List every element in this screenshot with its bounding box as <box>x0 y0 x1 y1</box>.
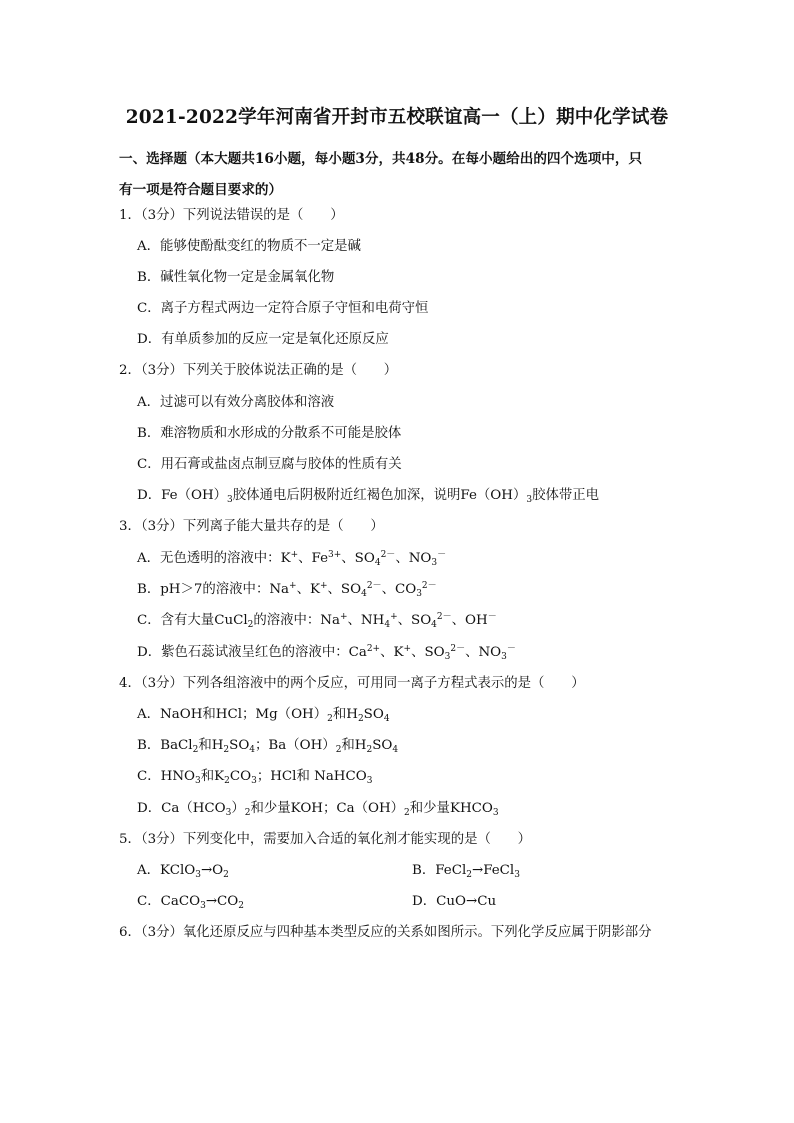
question-3-option-c: C．含有大量CuCl$_2$的溶液中：Na+、$NH_4^+$、$SO_4^{2-}$、OH－ <box>137 612 497 630</box>
section-heading-line2: 有一项是符合题目要求的） <box>119 182 283 198</box>
question-5-option-c: C．$CaCO_3\to CO_2$ <box>137 894 245 911</box>
question-2-stem: 2．（3分）下列关于胶体说法正确的是（ ） <box>119 363 398 378</box>
question-5-stem: 5．（3分）下列变化中，需要加入合适的氧化剂才能实现的是（ ） <box>119 832 532 847</box>
section-heading-line1: 一、选择题（本大题共16小题，每小题3分，共48分。在每小题给出的四个选项中，只 <box>119 151 643 167</box>
question-1-option-b: B．碱性氧化物一定是金属氧化物 <box>137 270 335 285</box>
question-2-option-d: D．$Fe(OH)_3$胶体通电后阴极附近红褐色加深，说明$Fe(OH)_3$胶体带正电 <box>137 488 600 505</box>
question-4-option-a: A．NaOH和HCl；$Mg(OH)_2$和$H_2SO_4$ <box>137 707 390 724</box>
question-2-option-b: B．难溶物质和水形成的分散系不可能是胶体 <box>137 426 402 441</box>
question-2-option-a: A．过滤可以有效分离胶体和溶液 <box>137 395 335 410</box>
question-4-option-b: B．BaCl$_2$和$H_2SO_4$；$Ba(OH)_2$和$H_2SO_4$ <box>137 738 399 755</box>
question-2-option-c: C．用石膏或盐卤点制豆腐与胶体的性质有关 <box>137 457 402 472</box>
question-1-stem: 1．（3分）下列说法错误的是（ ） <box>119 208 344 223</box>
page-title: 2021-2022学年河南省开封市五校联谊高一（上）期中化学试卷 <box>125 107 669 128</box>
question-5-option-a: A．$KClO_3\to O_2$ <box>137 863 229 880</box>
question-1-option-d: D．有单质参加的反应一定是氧化还原反应 <box>137 332 389 347</box>
question-1-option-a: A．能够使酚酞变红的物质不一定是碱 <box>137 239 361 254</box>
question-5-option-d: D．CuO→Cu <box>412 894 497 909</box>
question-5-option-b: B．FeCl$_2$→FeCl$_3$ <box>412 863 520 880</box>
question-4-stem: 4．（3分）下列各组溶液中的两个反应，可用同一离子方程式表示的是（ ） <box>119 676 585 691</box>
question-3-option-d: D．紫色石蕊试液呈红色的溶液中：$Ca^{2+}$、K+、$SO_3^{2-}$、$NO_3^-$ <box>137 644 516 662</box>
question-1-option-c: C．离子方程式两边一定符合原子守恒和电荷守恒 <box>137 301 429 316</box>
question-4-option-d: D．$Ca(HCO_3)_2$和少量KOH；$Ca(OH)_2$和少量$KHCO_3$ <box>137 801 499 818</box>
question-3-stem: 3．（3分）下列离子能大量共存的是（ ） <box>119 519 384 534</box>
question-3-option-a: A．无色透明的溶液中：K+、$Fe^{3+}$、$SO_4^{2-}$、$NO_3^-$ <box>137 550 447 568</box>
question-6-stem: 6．（3分）氧化还原反应与四种基本类型反应的关系如图所示。下列化学反应属于阴影部分 <box>119 925 652 940</box>
question-3-option-b: B．pH＞7的溶液中：Na+、K+、$SO_4^{2-}$、$CO_3^{2-}$ <box>137 581 437 599</box>
question-4-option-c: C．$HNO_3$和$K_2CO_3$；HCl和 NaHCO$_3$ <box>137 769 373 786</box>
